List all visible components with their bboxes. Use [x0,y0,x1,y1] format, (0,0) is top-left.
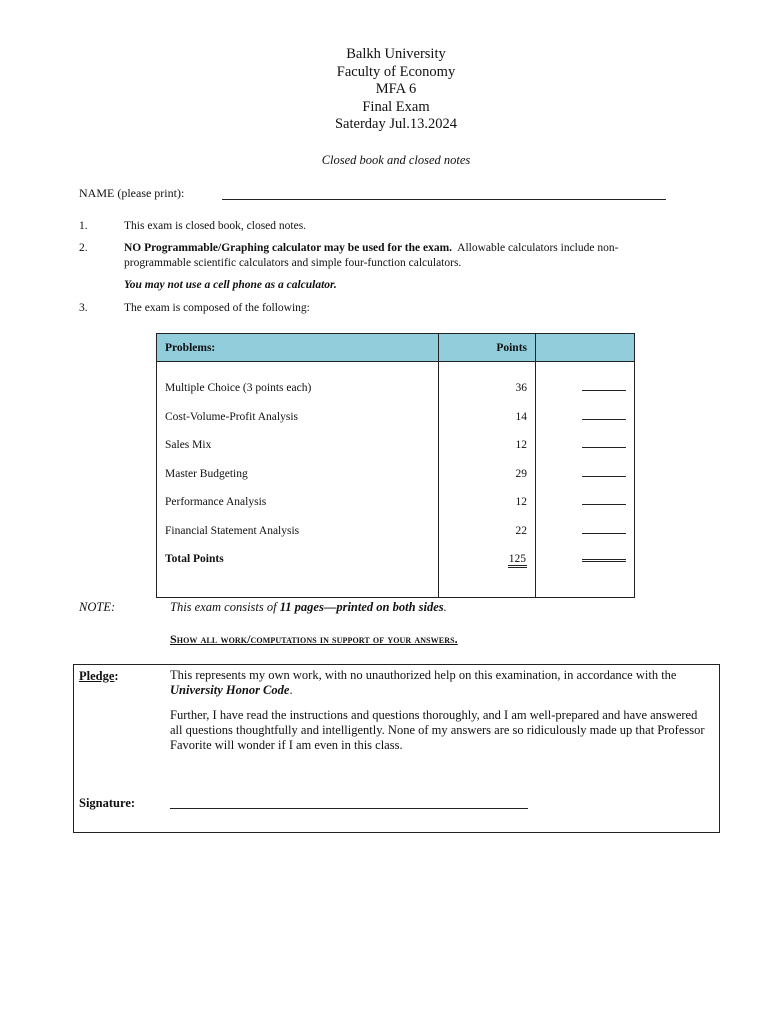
spacer-cell [439,566,536,598]
pledge-paragraph-1 [170,668,710,698]
pledge-text [170,668,710,763]
table-row [157,481,635,510]
table-row-spacer [157,566,635,598]
table-row [157,452,635,481]
table-row [157,424,635,453]
problems-table [156,333,635,598]
table-header-row [157,334,635,362]
instruction-number: 3. [79,302,88,314]
total-score-blank[interactable] [536,538,635,567]
score-blank[interactable] [536,481,635,510]
problem-name: Sales Mix [157,424,439,453]
calculator-rule: NO Programmable/Graphing calculator may be used for the exam. [124,242,453,254]
total-points: 125 [508,553,527,568]
pledge-colon: : [114,669,119,683]
pledge-p1-pre: This represents my own work, with no unauthorized help on this examination, in accordance with the [170,668,677,682]
instruction-number: 1. [79,220,88,232]
problem-points: 22 [439,509,536,538]
score-blank[interactable] [536,424,635,453]
instruction-text: This exam is closed book, closed notes. [124,220,307,232]
pledge-label [79,669,119,684]
university-name: Balkh University [346,46,446,62]
exam-header [0,46,768,134]
points-header: Points [439,334,536,362]
faculty-name: Faculty of Economy [336,63,456,80]
table-row [157,509,635,538]
pledge-box [73,664,720,833]
pledge-paragraph-2: Further, I have read the instructions and questions thoroughly, and I am well-prepared and have answered all questions thoughtfully and intelligently. None of my answers are so ridiculously made up that Professor Favorite will wonder if I am even in this class. [170,708,705,752]
note-label: NOTE: [79,600,116,614]
problem-points: 12 [439,424,536,453]
course-code: MFA 6 [375,81,417,97]
problem-points: 14 [439,395,536,424]
problem-name: Cost-Volume-Profit Analysis [157,395,439,424]
score-blank[interactable] [536,395,635,424]
total-points-cell [439,538,536,567]
problem-points: 36 [439,362,536,396]
problem-points: 29 [439,452,536,481]
exam-title: Final Exam [362,98,430,115]
show-work-instruction: Show all work/computations in support of your answers. [170,632,458,646]
cell-phone-note: You may not use a cell phone as a calculator. [124,279,337,291]
problem-name: Financial Statement Analysis [157,509,439,538]
honor-code: University Honor Code [170,683,290,697]
table-row [157,395,635,424]
exam-date: Saterday Jul.13.2024 [334,116,458,132]
score-header [536,334,635,362]
pledge-p1-post: . [289,683,293,697]
note-pages: 11 pages—printed on both sides [279,600,444,614]
exam-subtitle: Closed book and closed notes [321,153,471,167]
signature-line[interactable] [170,808,528,809]
note-pre: This exam consists of [170,600,277,614]
problem-points: 12 [439,481,536,510]
instruction-text [124,241,664,271]
problems-header: Problems: [157,334,439,362]
signature-label: Signature: [79,796,136,810]
instruction-number: 2. [79,242,88,254]
problem-name: Performance Analysis [157,481,439,510]
table-row-total [157,538,635,567]
score-blank[interactable] [536,452,635,481]
note-post: . [443,600,447,614]
note-text [170,600,447,615]
name-label: NAME (please print): [79,186,185,200]
total-label: Total Points [157,538,439,567]
problem-name: Multiple Choice (3 points each) [157,362,439,396]
score-blank[interactable] [536,362,635,396]
spacer-cell [157,566,439,598]
pledge-label-text: Pledge [79,669,115,683]
name-field-line[interactable] [222,199,666,200]
spacer-cell [536,566,635,598]
problem-name: Master Budgeting [157,452,439,481]
table-row [157,362,635,396]
score-blank[interactable] [536,509,635,538]
calculator-allowance: Allowable calculators include non-programmable scientific calculators and simple four-function calculators. [124,242,619,269]
instruction-text: The exam is composed of the following: [124,302,310,314]
